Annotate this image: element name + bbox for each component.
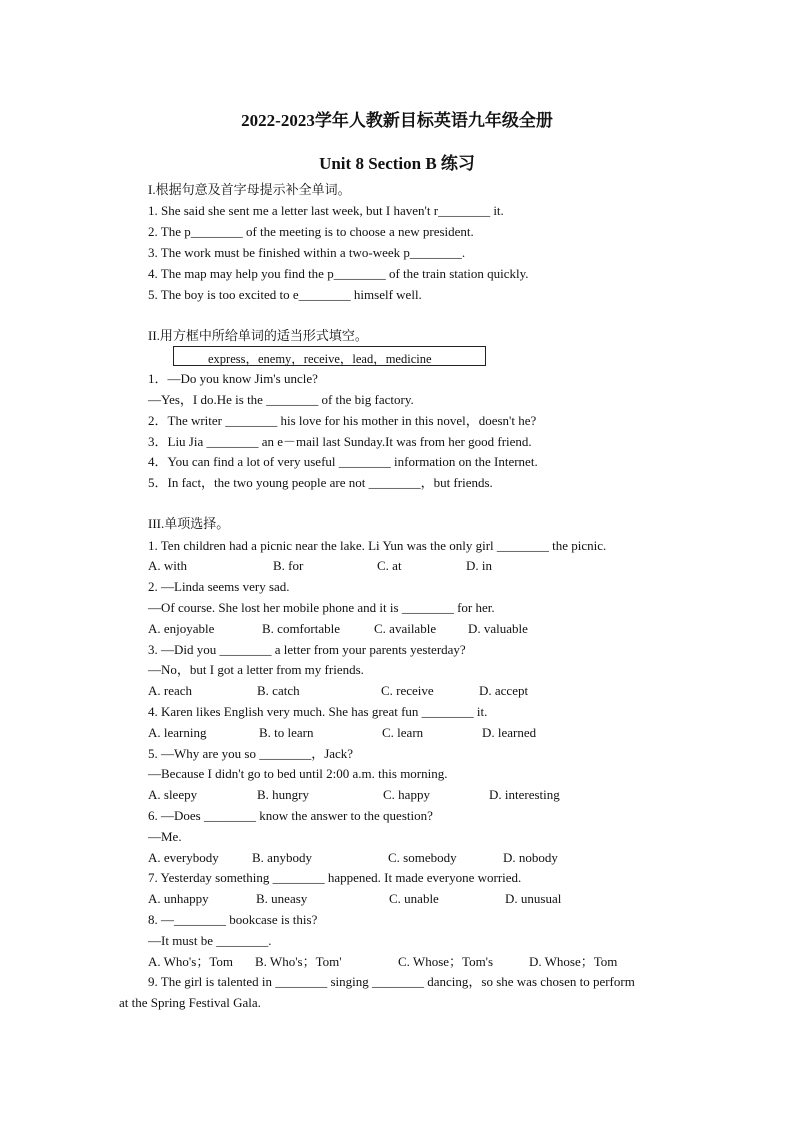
q2-opt-b: B. comfortable [262, 621, 340, 636]
q3-response: —No，but I got a letter from my friends. [148, 662, 364, 677]
q9-question: 9. The girl is talented in ________ singing ________ dancing，so she was chosen to perform [148, 974, 635, 989]
s2-item-1: 1．—Do you know Jim's uncle? [148, 371, 318, 386]
q6-response: —Me. [148, 829, 182, 844]
q4: 4. Karen likes English very much. She has great fun ________ it. [148, 704, 488, 719]
q7-opt-a: A. unhappy [148, 891, 209, 906]
q4-opt-a: A. learning [148, 725, 207, 740]
q3-opt-b: B. catch [257, 683, 300, 698]
word-box [173, 346, 486, 366]
s1-item-4: 4. The map may help you find the p________ of the train station quickly. [148, 266, 529, 281]
q2-opt-a: A. enjoyable [148, 621, 215, 636]
s2-item-2: 2．The writer ________ his love for his mother in this novel，doesn't he? [148, 413, 537, 428]
q4-opt-b: B. to learn [259, 725, 314, 740]
s2-item-4: 4．You can find a lot of very useful ________ information on the Internet. [148, 454, 538, 469]
q6-opt-d: D. nobody [503, 850, 558, 865]
q8-opt-b: B. Who's；Tom' [255, 954, 342, 969]
q2-question: 2. —Linda seems very sad. [148, 579, 290, 594]
q1-opt-d: D. in [466, 558, 492, 573]
q5-opt-c: C. happy [383, 787, 430, 802]
q5-question: 5. —Why are you so ________，Jack? [148, 746, 354, 761]
s1-item-3: 3. The work must be finished within a two-week p________. [148, 245, 466, 260]
q3-opt-d: D. accept [479, 683, 529, 698]
s2-item-3: 3．Liu Jia ________ an e－mail last Sunday.It was from her good friend. [148, 434, 532, 449]
s2-item-1b: —Yes，I do.He is the ________ of the big factory. [148, 392, 414, 407]
q1-opt-b: B. for [273, 558, 304, 573]
s1-item-1: 1. She said she sent me a letter last week, but I haven't r________ it. [148, 203, 504, 218]
s1-item-5: 5. The boy is too excited to e________ himself well. [148, 287, 422, 302]
q6-opt-b: B. anybody [252, 850, 312, 865]
q6-question: 6. —Does ________ know the answer to the question? [148, 808, 433, 823]
q8-opt-c: C. Whose；Tom's [398, 954, 494, 969]
q7-opt-d: D. unusual [505, 891, 562, 906]
q4-opt-c: C. learn [382, 725, 424, 740]
section2-heading: II.用方框中所给单词的适当形式填空。 [148, 328, 368, 343]
q3-question: 3. —Did you ________ a letter from your parents yesterday? [148, 642, 466, 657]
q2-opt-d: D. valuable [468, 621, 528, 636]
s2-item-5: 5．In fact，the two young people are not ________，but friends. [148, 475, 493, 490]
q6-opt-c: C. somebody [388, 850, 457, 865]
word-box-text: express，enemy，receive，lead，medicine [208, 352, 432, 366]
q6-opt-a: A. everybody [148, 850, 219, 865]
q7-opt-c: C. unable [389, 891, 439, 906]
section1-heading: I.根据句意及首字母提示补全单词。 [148, 182, 351, 197]
q5-opt-b: B. hungry [257, 787, 309, 802]
q1-opt-c: C. at [377, 558, 402, 573]
q5-opt-a: A. sleepy [148, 787, 198, 802]
q3-opt-a: A. reach [148, 683, 193, 698]
page-subtitle: Unit 8 Section B 练习 [319, 154, 475, 173]
q7: 7. Yesterday something ________ happened. It made everyone worried. [148, 870, 522, 885]
q9-continuation: at the Spring Festival Gala. [119, 995, 261, 1010]
q5-opt-d: D. interesting [489, 787, 560, 802]
page-title: 2022-2023学年人教新目标英语九年级全册 [241, 111, 553, 130]
q2-response: —Of course. She lost her mobile phone and it is ________ for her. [148, 600, 495, 615]
q1-opt-a: A. with [148, 558, 187, 573]
q7-opt-b: B. uneasy [256, 891, 308, 906]
q8-opt-a: A. Who's；Tom [148, 954, 233, 969]
q8-opt-d: D. Whose；Tom [529, 954, 618, 969]
q8-response: —It must be ________. [148, 933, 272, 948]
q5-response: —Because I didn't go to bed until 2:00 a.m. this morning. [148, 766, 448, 781]
q2-opt-c: C. available [374, 621, 437, 636]
section3-heading: III.单项选择。 [148, 516, 230, 531]
q8-question: 8. —________ bookcase is this? [148, 912, 318, 927]
s1-item-2: 2. The p________ of the meeting is to choose a new president. [148, 224, 474, 239]
q3-opt-c: C. receive [381, 683, 434, 698]
q4-opt-d: D. learned [482, 725, 537, 740]
q1: 1. Ten children had a picnic near the lake. Li Yun was the only girl ________ the picnic. [148, 538, 607, 553]
